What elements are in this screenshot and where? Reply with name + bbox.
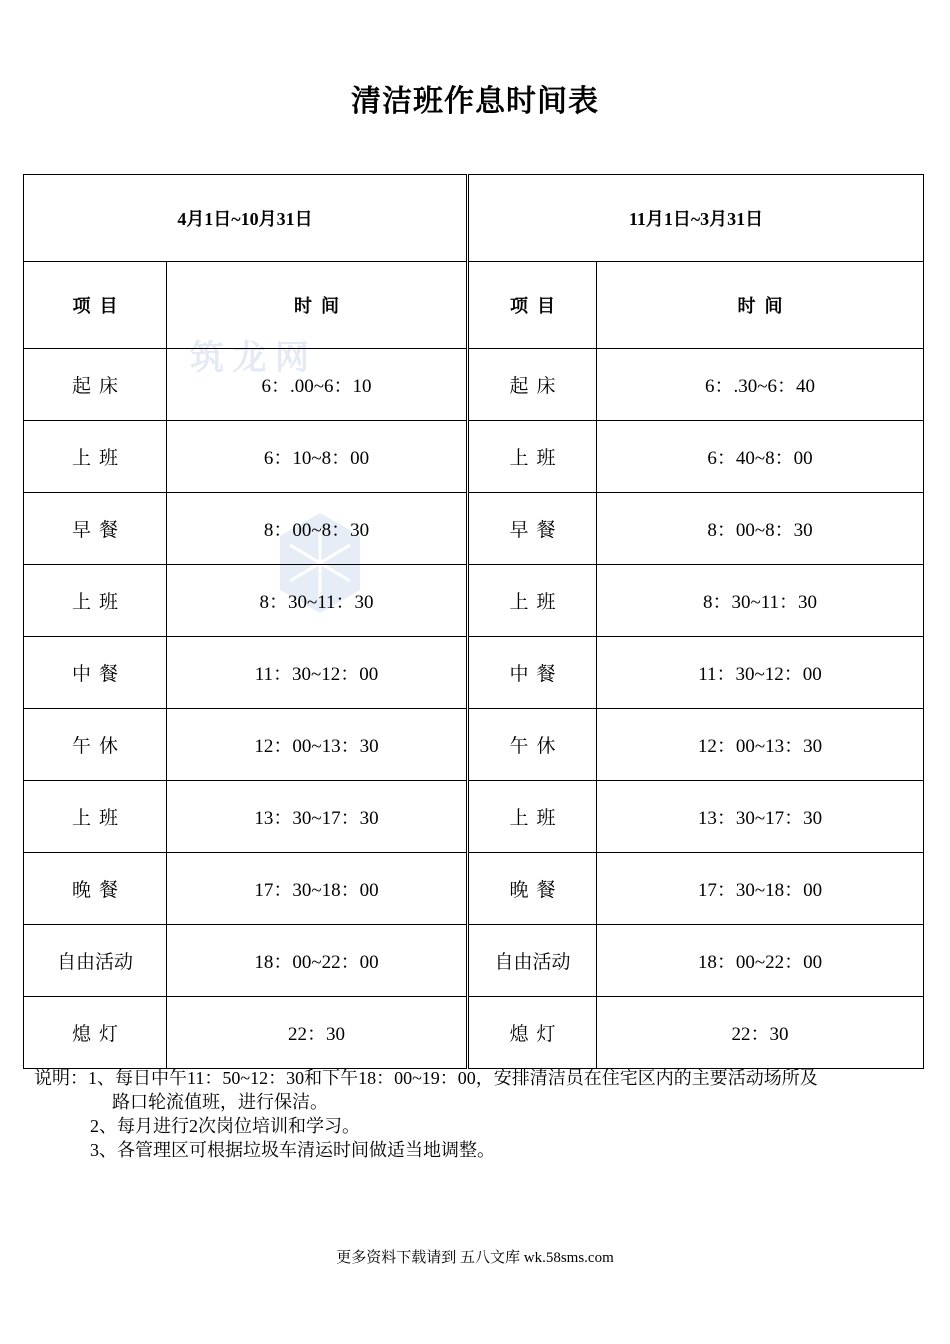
item-left-text: 早餐 xyxy=(71,520,126,541)
item-left xyxy=(24,781,167,853)
time-left-text: 18：00~22：00 xyxy=(254,952,379,973)
time-left-text: 8：30~11：30 xyxy=(259,592,374,613)
table-row xyxy=(24,421,924,493)
time-right-text: 12：00~13：30 xyxy=(697,736,823,757)
header-item-right: 项 目 xyxy=(468,262,597,349)
item-right xyxy=(468,853,597,925)
note-line-1: 说明：1、每日中午11：50~12：30和下午18：00~19：00，安排清洁员在住宅区内的主要活动场所及 xyxy=(34,1068,818,1088)
table-row xyxy=(24,493,924,565)
time-right xyxy=(597,853,924,925)
footer-link[interactable]: 更多资料下载请到 五八文库 wk.58sms.com xyxy=(336,1250,614,1266)
table-row xyxy=(24,925,924,997)
time-right xyxy=(597,565,924,637)
item-right xyxy=(468,997,597,1069)
item-right xyxy=(468,709,597,781)
period-header-row xyxy=(24,175,924,262)
time-right xyxy=(597,637,924,709)
table-row xyxy=(24,709,924,781)
time-right-text: 22：30 xyxy=(731,1024,789,1045)
header-item-left: 项 目 xyxy=(24,262,167,349)
item-right-text: 上班 xyxy=(509,448,564,469)
schedule-table xyxy=(23,174,924,1069)
item-right-text: 自由活动 xyxy=(494,952,571,973)
note-line-3: 2、每月进行2次岗位培训和学习。 xyxy=(90,1116,360,1136)
item-right xyxy=(468,925,597,997)
item-left xyxy=(24,925,167,997)
item-right xyxy=(468,493,597,565)
time-left-text: 8：00~8：30 xyxy=(263,520,370,541)
time-right-text: 18：00~22：00 xyxy=(697,952,823,973)
time-left xyxy=(167,493,468,565)
watermark: 筑 龙 网 xyxy=(190,340,309,377)
table-row xyxy=(24,781,924,853)
item-right-text: 午休 xyxy=(509,736,564,757)
item-left-text: 上班 xyxy=(71,808,126,829)
time-left xyxy=(167,925,468,997)
time-right-text: 11：30~12：00 xyxy=(698,664,822,685)
item-left-text: 自由活动 xyxy=(56,952,133,973)
header-time-right: 时 间 xyxy=(597,262,924,349)
time-left-text: 6：10~8：00 xyxy=(263,448,370,469)
time-left-text: 13：30~17：30 xyxy=(254,808,379,829)
item-right xyxy=(468,565,597,637)
table-row xyxy=(24,349,924,421)
item-left xyxy=(24,709,167,781)
item-right-text: 中餐 xyxy=(509,664,564,685)
time-left xyxy=(167,853,468,925)
table-row xyxy=(24,853,924,925)
item-left xyxy=(24,997,167,1069)
item-left-text: 上班 xyxy=(71,592,126,613)
item-right-text: 上班 xyxy=(509,592,564,613)
time-right-text: 6：.30~6：40 xyxy=(704,376,816,397)
time-right xyxy=(597,709,924,781)
item-right-text: 早餐 xyxy=(509,520,564,541)
time-left xyxy=(167,997,468,1069)
item-left-text: 午休 xyxy=(71,736,126,757)
time-left xyxy=(167,421,468,493)
time-right xyxy=(597,493,924,565)
header-time-left: 时 间 xyxy=(167,262,468,349)
time-left xyxy=(167,349,468,421)
time-right xyxy=(597,421,924,493)
item-left xyxy=(24,421,167,493)
item-left-text: 晚餐 xyxy=(71,880,126,901)
item-left xyxy=(24,565,167,637)
item-left xyxy=(24,349,167,421)
period-right: 11月1日~3月31日 xyxy=(468,175,924,262)
item-right-text: 熄灯 xyxy=(509,1024,564,1045)
time-left xyxy=(167,565,468,637)
item-right xyxy=(468,637,597,709)
note-line-2: 路口轮流值班，进行保洁。 xyxy=(112,1092,328,1112)
table-row xyxy=(24,997,924,1069)
time-left xyxy=(167,637,468,709)
item-left xyxy=(24,493,167,565)
table-row xyxy=(24,637,924,709)
item-right-text: 起床 xyxy=(509,376,564,397)
time-right xyxy=(597,925,924,997)
item-left xyxy=(24,853,167,925)
time-left-text: 11：30~12：00 xyxy=(254,664,379,685)
item-right xyxy=(468,421,597,493)
time-left xyxy=(167,709,468,781)
time-right-text: 17：30~18：00 xyxy=(697,880,823,901)
item-left-text: 中餐 xyxy=(71,664,126,685)
time-right xyxy=(597,781,924,853)
time-right-text: 13：30~17：30 xyxy=(697,808,823,829)
time-left-text: 22：30 xyxy=(287,1024,345,1045)
time-left xyxy=(167,781,468,853)
time-left-text: 12：00~13：30 xyxy=(254,736,379,757)
item-left xyxy=(24,637,167,709)
notes xyxy=(34,1066,924,1162)
period-left: 4月1日~10月31日 xyxy=(24,175,468,262)
note-line-4: 3、各管理区可根据垃圾车清运时间做适当地调整。 xyxy=(90,1140,495,1160)
time-right xyxy=(597,349,924,421)
item-right-text: 上班 xyxy=(509,808,564,829)
time-left-text: 6：.00~6：10 xyxy=(261,376,372,397)
item-right xyxy=(468,781,597,853)
time-left-text: 17：30~18：00 xyxy=(254,880,379,901)
time-right-text: 6：40~8：00 xyxy=(707,448,813,469)
item-left-text: 上班 xyxy=(71,448,126,469)
item-left-text: 熄灯 xyxy=(71,1024,126,1045)
column-header-row xyxy=(24,262,924,349)
time-right-text: 8：30~11：30 xyxy=(702,592,818,613)
item-right xyxy=(468,349,597,421)
time-right-text: 8：00~8：30 xyxy=(707,520,813,541)
time-right xyxy=(597,997,924,1069)
item-left-text: 起床 xyxy=(71,376,126,397)
page-title: 清洁班作息时间表 xyxy=(351,84,599,119)
table-row xyxy=(24,565,924,637)
item-right-text: 晚餐 xyxy=(509,880,564,901)
